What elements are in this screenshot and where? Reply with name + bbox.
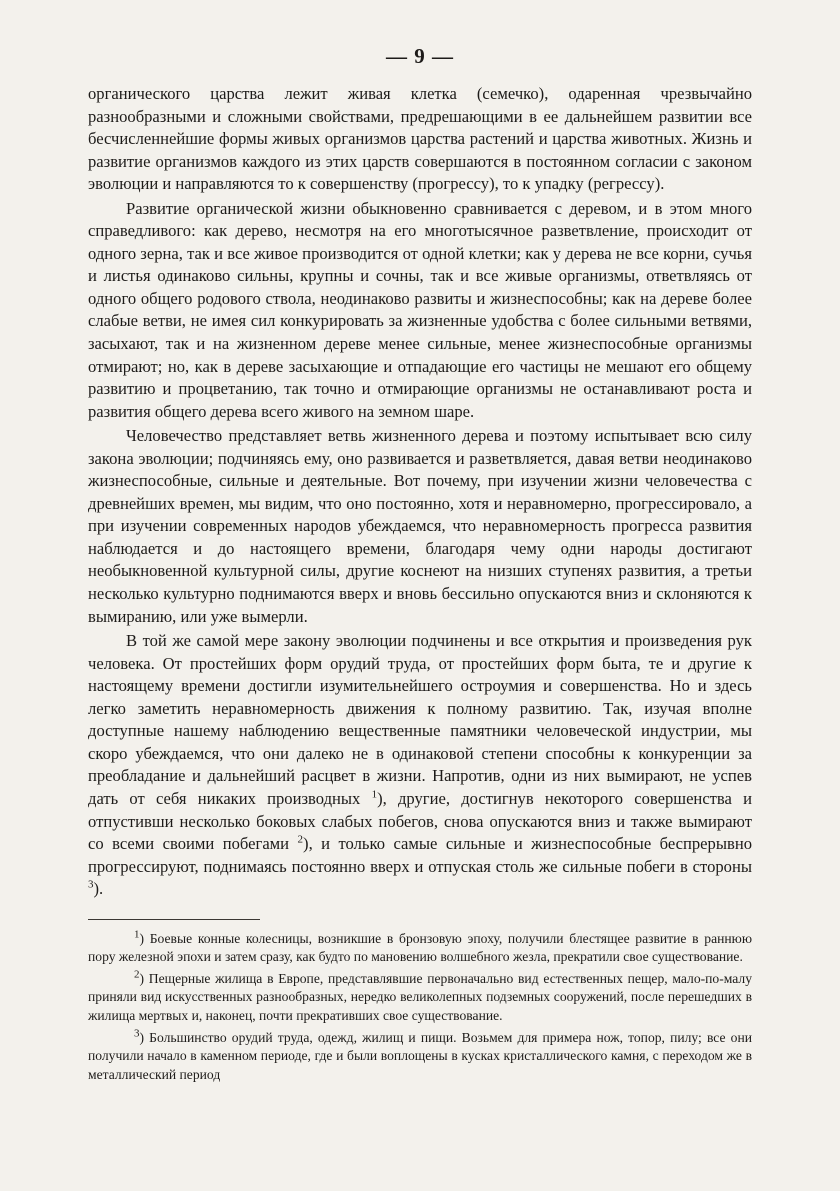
footnote-ref-3: 3 — [88, 878, 94, 891]
paragraph-4-part-4: ). — [93, 879, 104, 899]
footnote-mark-1: 1 — [134, 928, 140, 941]
paragraph-4-part-1: В той же самой мере закону эволюции подчинены и все открытия и произведения рук человека. От простейших форм орудий труда, от простейших форм быта, те и другие к настоящему времени достигли изумительнейшего остроумия и совершенства. Но и здесь легко заметить неравномерность движения к полному развитию. Так, изучая вполне доступные нашему наблюдению вещественные памятники человеческой индустрии, мы скоро убеждаемся, что они далеко не в одинаковой степени способны к конкуренции за преобладание и дальнейший расцвет в жизни. Напротив, одни из них вымирают, не успев дать от себя никаких производных — [88, 631, 752, 808]
footnotes — [88, 930, 752, 1085]
footnote-mark-3: 3 — [134, 1027, 140, 1040]
paragraph-4-part-3: ), и только самые сильные и жизнеспособные беспрерывно прогрессируют, поднимаясь постоянно вверх и отпуская столь же сильные побеги в стороны — [88, 834, 753, 876]
paragraph-4-part-2: ), другие, достигнув некоторого совершенства и отпустивши несколько боковых слабых побегов, снова опускаются вниз и также вымирают со всеми своими побегами — [88, 788, 753, 854]
paragraph-3: Человечество представляет ветвь жизненного дерева и поэтому испытывает всю силу закона эволюции; подчиняясь ему, оно развивается и разветвляется, давая ветви неодинаково жизнеспособные, сильные и деятельные. Вот почему, при изучении жизни человечества с древнейших времен, мы видим, что оно постоянно, хотя и неравномерно, прогрессировало, а при изучении современных народов убеждаемся, что неравномерность прогресса развития наблюдается и до настоящего времени, благодаря чему одни народы достигают необыкновенной культурной силы, другие коснеют на низших ступенях развития, а третьи несколько культурно поднимаются вверх и вновь бессильно опускаются вниз и склоняются к вымиранию, или уже вымерли. — [88, 426, 752, 626]
footnote-text-3: ) Большинство орудий труда, одежд, жилищ и пищи. Возьмем для примера нож, топор, пилу; все они получили начало в каменном периоде, где и были воплощены в кусках кристаллического камня, с переходом же в металлический период — [88, 1029, 752, 1082]
main-text — [88, 83, 752, 901]
page-number: — 9 — — [386, 44, 454, 68]
footnote-2 — [88, 970, 752, 1026]
paragraph-1: органического царства лежит живая клетка (семечко), одаренная чрезвычайно разнообразными и сложными свойствами, предрешающими в ее дальнейшем развитии все бесчисленнейшие формы живых организмов царства растений и царства животных. Жизнь и развитие организмов каждого из этих царств совершаются в постоянном согласии с законом эволюции и направляются то к совершенству (прогрессу), то к упадку (регрессу). — [88, 84, 752, 194]
footnote-ref-2: 2 — [297, 833, 304, 846]
footnote-ref-1: 1 — [371, 788, 378, 801]
footnote-3 — [88, 1029, 752, 1085]
footnote-divider — [88, 919, 260, 920]
footnote-1 — [88, 930, 752, 967]
paragraph-4 — [88, 630, 752, 901]
paragraph-2: Развитие органической жизни обыкновенно сравнивается с деревом, и в этом много справедливого: как дерево, несмотря на его многотысячное разветвление, происходит от одного зерна, так и все живое производится от одной клетки; как у дерева не все корни, сучья и листья одинаково сильны, крупны и сочны, так и все живые организмы, ответвляясь от одного общего родового ствола, неодинаково развиты и жизнеспособны; как на дереве более слабые ветви, не имея сил конкурировать за жизненные удобства с более сильными ветвями, засыхают, так и на жизненном дереве менее сильные, менее жизнеспособные организмы отмирают; но, как в дереве засыхающие и отпадающие его частицы не мешают его общему развитию и процветанию, так точно и отмирающие организмы не останавливают роста и развития общего дерева всего живого на земном шаре. — [88, 198, 752, 421]
footnote-mark-2: 2 — [134, 968, 140, 981]
footnote-text-1: ) Боевые конные колесницы, возникшие в бронзовую эпоху, получили блестящее развитие в раннюю пору железной эпохи и затем сразу, как будто по мановению волшебного жезла, прекратили свое существование. — [88, 930, 752, 965]
footnote-text-2: ) Пещерные жилища в Европе, представлявшие первоначально вид естественных пещер, мало-по-малу приняли вид искусственных разнообразных, нередко великолепных подземных сооружений, после перешедших в жилища мертвых и, наконец, почти прекративших свое существование. — [88, 970, 752, 1024]
